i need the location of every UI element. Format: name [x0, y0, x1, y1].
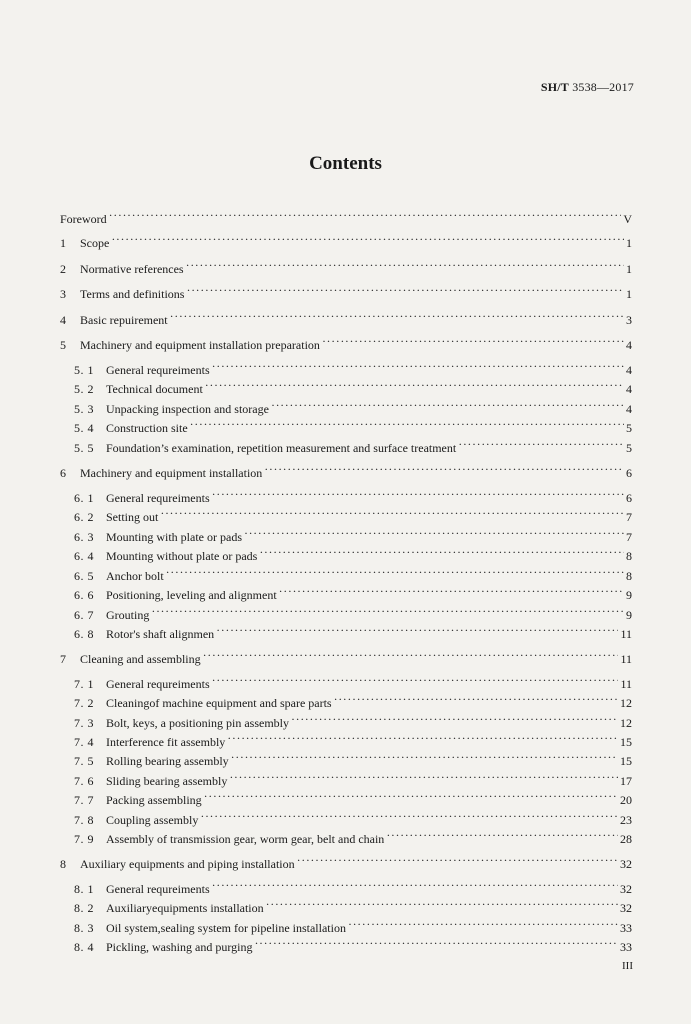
toc-entry[interactable] [74, 486, 632, 505]
toc-entry-page: 32 [620, 882, 632, 896]
toc-entry[interactable] [74, 769, 632, 788]
toc-entry[interactable] [74, 505, 632, 524]
toc-entry-page: 28 [620, 832, 632, 846]
toc-entry[interactable] [74, 436, 632, 455]
toc-leader-dots [186, 257, 624, 273]
toc-entry-title: Machinery and equipment installation [80, 466, 263, 480]
toc-entry[interactable] [60, 461, 632, 480]
toc-entry[interactable] [60, 333, 632, 352]
toc-entry-page: 3 [626, 313, 632, 327]
toc-entry-title: Anchor bolt [106, 569, 164, 583]
toc-entry-title: Mounting without plate or pads [106, 549, 258, 563]
toc-entry-number: 7. 4 [74, 735, 94, 749]
toc-entry[interactable] [74, 377, 632, 396]
toc-leader-dots [348, 916, 618, 932]
toc-entry[interactable] [74, 583, 632, 602]
toc-entry[interactable] [74, 788, 632, 807]
toc-entry-page: 32 [620, 857, 632, 871]
toc-entry-page: 11 [620, 652, 632, 666]
toc-leader-dots [111, 231, 624, 247]
toc-entry-number: 7. 9 [74, 832, 94, 846]
standard-code [541, 80, 634, 95]
toc-entry[interactable] [74, 397, 632, 416]
toc-entry-page: 23 [620, 813, 632, 827]
toc-entry-page: 15 [620, 735, 632, 749]
toc-entry-title: Terms and definitions [80, 287, 185, 301]
toc-entry-title: Packing assembling [106, 793, 202, 807]
page-number: III [622, 960, 633, 972]
toc-entry-number: 7. 2 [74, 696, 94, 710]
toc-entry[interactable] [60, 207, 632, 226]
toc-entry-number: 5. 3 [74, 402, 94, 416]
toc-entry[interactable] [74, 416, 632, 435]
toc-entry-number: 7. 7 [74, 793, 94, 807]
toc-entry-number: 7. 8 [74, 813, 94, 827]
toc-entry[interactable] [60, 282, 632, 301]
toc-leader-dots [334, 691, 618, 707]
toc-leader-dots [170, 308, 624, 324]
toc-entry-number: 7. 3 [74, 716, 94, 730]
toc-entry-title: Coupling assembly [106, 813, 199, 827]
toc-entry-number: 6. 8 [74, 627, 94, 641]
toc-leader-dots [190, 416, 624, 432]
toc-leader-dots [231, 749, 618, 765]
toc-entry-number: 6. 6 [74, 588, 94, 602]
toc-leader-dots [151, 603, 624, 619]
toc-entry[interactable] [74, 525, 632, 544]
toc-leader-dots [244, 525, 624, 541]
toc-entry-page: 17 [620, 774, 632, 788]
toc-entry-title: Rotor's shaft alignmen [106, 627, 215, 641]
toc-leader-dots [266, 896, 618, 912]
toc-entry-page: 4 [626, 363, 632, 377]
toc-entry-page: 11 [620, 627, 632, 641]
toc-entry-page: 12 [620, 716, 632, 730]
toc-entry[interactable] [60, 308, 632, 327]
toc-entry-title: Foundation’s examination, repetition measurement and surface treatment [106, 441, 457, 455]
toc-entry-number: 5. 4 [74, 421, 94, 435]
standard-code-number: 3538—2017 [572, 80, 634, 94]
toc-entry-page: 11 [620, 677, 632, 691]
toc-leader-dots [322, 333, 624, 349]
toc-entry-number: 1 [60, 236, 66, 250]
toc-entry-title: Auxiliaryequipments installation [106, 901, 264, 915]
toc-entry-page: V [623, 212, 632, 226]
toc-entry[interactable] [60, 231, 632, 250]
toc-entry-number: 6. 4 [74, 549, 94, 563]
toc-leader-dots [200, 808, 618, 824]
toc-entry-number: 6. 7 [74, 608, 94, 622]
toc-entry-number: 8. 1 [74, 882, 94, 896]
toc-entry-title: Mounting with plate or pads [106, 530, 242, 544]
toc-entry[interactable] [74, 808, 632, 827]
toc-entry-title: Construction site [106, 421, 188, 435]
toc-entry-title: General requreiments [106, 677, 210, 691]
toc-entry[interactable] [74, 896, 632, 915]
toc-entry-page: 33 [620, 940, 632, 954]
toc-leader-dots [205, 377, 624, 393]
toc-entry[interactable] [74, 358, 632, 377]
toc-leader-dots [212, 358, 624, 374]
toc-entry[interactable] [74, 916, 632, 935]
toc-entry-number: 7. 5 [74, 754, 94, 768]
toc-leader-dots [212, 486, 624, 502]
toc-entry[interactable] [74, 749, 632, 768]
toc-entry-title: Machinery and equipment installation preparation [80, 338, 320, 352]
toc-leader-dots [186, 282, 624, 298]
toc-entry[interactable] [74, 603, 632, 622]
toc-leader-dots [297, 852, 618, 868]
toc-leader-dots [271, 397, 624, 413]
toc-entry-number: 8. 2 [74, 901, 94, 915]
page-title: Contents [309, 153, 382, 174]
toc-entry-number: 4 [60, 313, 66, 327]
toc-entry-page: 1 [626, 287, 632, 301]
toc-entry[interactable] [74, 730, 632, 749]
toc-entry-page: 7 [626, 510, 632, 524]
toc-entry-number: 2 [60, 262, 66, 276]
toc-entry[interactable] [60, 647, 632, 666]
toc-entry-title: Auxiliary equipments and piping installation [80, 857, 295, 871]
toc-leader-dots [212, 877, 618, 893]
toc-leader-dots [264, 461, 624, 477]
toc-leader-dots [259, 544, 624, 560]
toc-entry-title: Cleaning and assembling [80, 652, 201, 666]
toc-leader-dots [203, 647, 619, 663]
toc-entry-page: 4 [626, 402, 632, 416]
toc-leader-dots [212, 672, 619, 688]
toc-entry[interactable] [74, 564, 632, 583]
toc-entry-number: 7 [60, 652, 66, 666]
toc-entry[interactable] [74, 691, 632, 710]
toc-entry-title: General requreiments [106, 363, 210, 377]
toc-entry-number: 6. 5 [74, 569, 94, 583]
toc-leader-dots [229, 769, 618, 785]
toc-entry-title: Unpacking inspection and storage [106, 402, 269, 416]
toc-entry-title: Positioning, leveling and alignment [106, 588, 277, 602]
toc-entry[interactable] [74, 877, 632, 896]
toc-leader-dots [386, 827, 618, 843]
toc-entry-page: 8 [626, 549, 632, 563]
toc-entry[interactable] [60, 257, 632, 276]
toc-leader-dots [279, 583, 624, 599]
toc-entry[interactable] [74, 935, 632, 954]
standard-code-prefix: SH/T [540, 80, 569, 94]
toc-leader-dots [216, 622, 618, 638]
toc-leader-dots [204, 788, 618, 804]
toc-leader-dots [254, 935, 618, 951]
toc-leader-dots [166, 564, 624, 580]
toc-entry-number: 8. 3 [74, 921, 94, 935]
toc-entry-title: Grouting [106, 608, 150, 622]
toc-entry-number: 8 [60, 857, 66, 871]
toc-entry-title: Pickling, washing and purging [106, 940, 253, 954]
toc-entry-page: 12 [620, 696, 632, 710]
toc-leader-dots [160, 505, 624, 521]
toc-entry-page: 8 [626, 569, 632, 583]
toc-entry[interactable] [74, 711, 632, 730]
toc-entry-title: Foreword [60, 212, 107, 226]
toc-entry[interactable] [74, 622, 632, 641]
toc-entry[interactable] [74, 544, 632, 563]
toc-entry-title: Scope [80, 236, 110, 250]
toc-entry-page: 20 [620, 793, 632, 807]
toc-entry-page: 5 [626, 441, 632, 455]
toc-entry-page: 4 [626, 338, 632, 352]
toc-entry-title: Assembly of transmission gear, worm gear, belt and chain [106, 832, 385, 846]
toc-entry-title: Interference fit assembly [106, 735, 226, 749]
toc-entry-page: 4 [626, 382, 632, 396]
toc-entry-number: 5 [60, 338, 66, 352]
toc-entry-page: 5 [626, 421, 632, 435]
toc-entry-title: Rolling bearing assembly [106, 754, 229, 768]
toc-entry-page: 15 [620, 754, 632, 768]
toc-entry-title: Setting out [106, 510, 159, 524]
toc-entry[interactable] [74, 672, 632, 691]
toc-entry-number: 6. 1 [74, 491, 94, 505]
toc-entry-number: 6 [60, 466, 66, 480]
toc-entry-title: Basic repuirement [80, 313, 168, 327]
toc-entry-title: General requreiments [106, 491, 210, 505]
toc-entry-page: 9 [626, 608, 632, 622]
toc-entry-number: 5. 1 [74, 363, 94, 377]
toc-entry-title: Cleaningof machine equipment and spare parts [106, 696, 332, 710]
toc-entry-page: 7 [626, 530, 632, 544]
toc-entry-title: Sliding bearing assembly [106, 774, 228, 788]
toc-entry-title: Normative references [80, 262, 184, 276]
toc-entry[interactable] [60, 852, 632, 871]
toc-entry-number: 5. 5 [74, 441, 94, 455]
toc-leader-dots [291, 711, 618, 727]
toc-entry-number: 7. 1 [74, 677, 94, 691]
toc-entry-title: Technical document [106, 382, 203, 396]
toc-leader-dots [109, 207, 622, 223]
toc-entry[interactable] [74, 827, 632, 846]
toc-entry-page: 6 [626, 466, 632, 480]
toc-entry-page: 9 [626, 588, 632, 602]
toc-entry-page: 32 [620, 901, 632, 915]
toc-entry-title: Bolt, keys, a positioning pin assembly [106, 716, 289, 730]
toc-entry-number: 6. 3 [74, 530, 94, 544]
toc-entry-number: 5. 2 [74, 382, 94, 396]
toc-entry-title: Oil system,sealing system for pipeline installation [106, 921, 346, 935]
toc-entry-number: 3 [60, 287, 66, 301]
toc-entry-page: 6 [626, 491, 632, 505]
toc-entry-page: 1 [626, 262, 632, 276]
toc-entry-number: 7. 6 [74, 774, 94, 788]
toc-entry-page: 1 [626, 236, 632, 250]
toc-entry-title: General requreiments [106, 882, 210, 896]
toc-entry-page: 33 [620, 921, 632, 935]
toc-leader-dots [227, 730, 618, 746]
toc-entry-number: 8. 4 [74, 940, 94, 954]
toc-entry-number: 6. 2 [74, 510, 94, 524]
toc-leader-dots [458, 436, 624, 452]
